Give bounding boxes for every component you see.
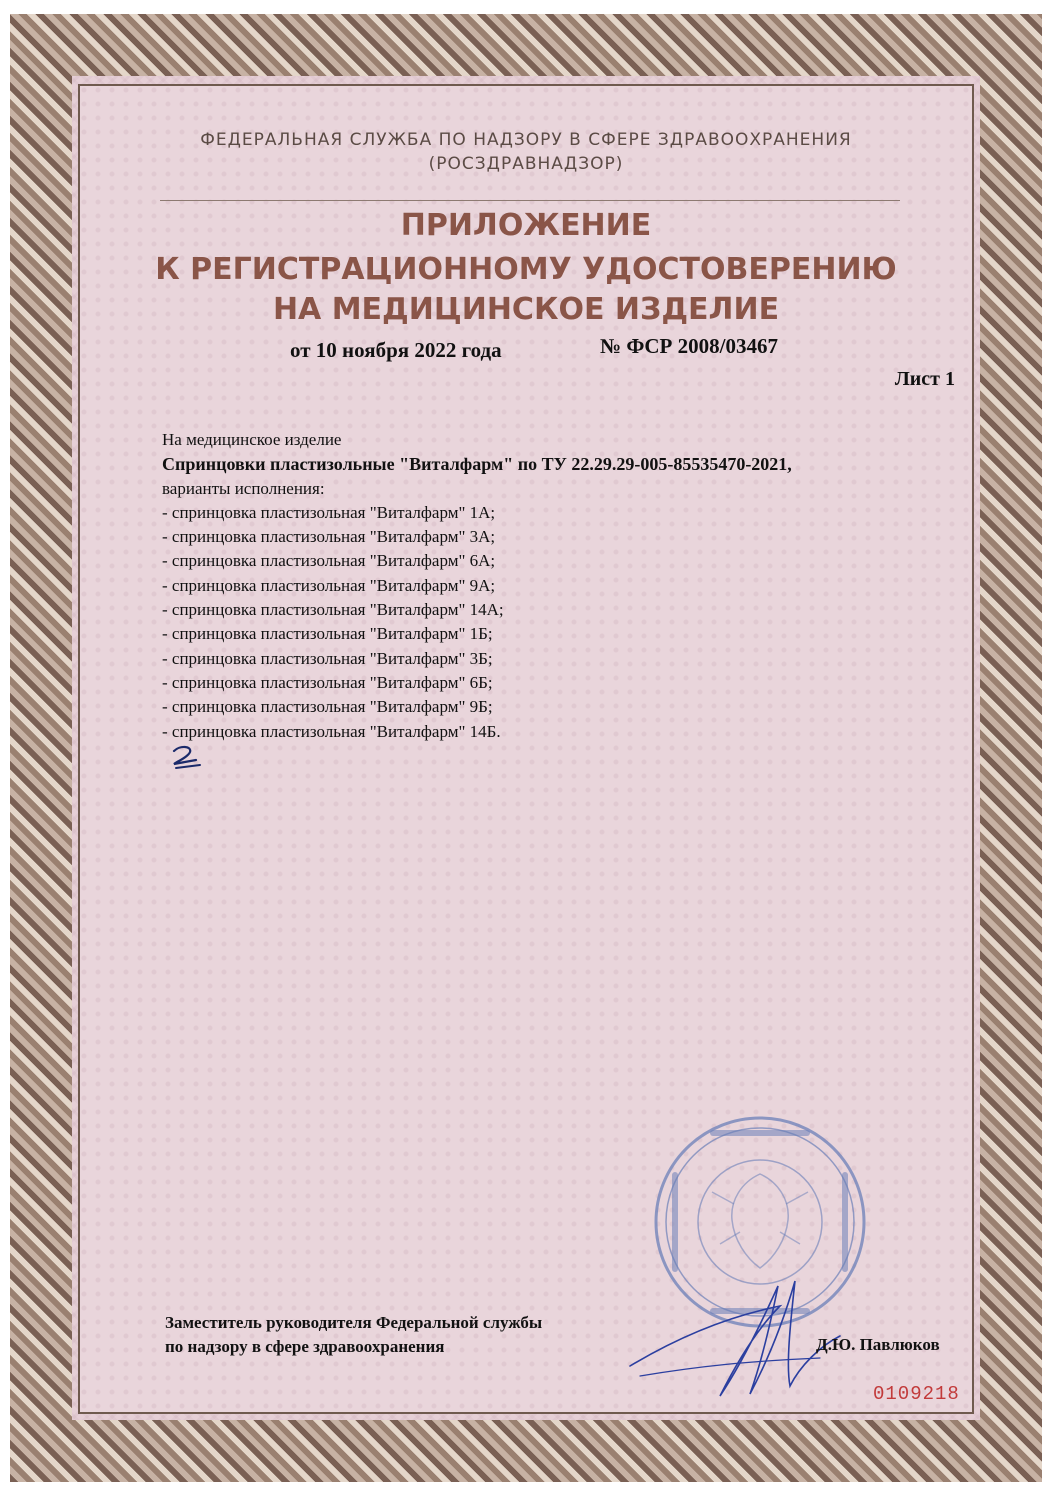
header-divider	[160, 200, 900, 201]
intro-text: На медицинское изделие	[162, 430, 342, 449]
document-subtitle-line2: НА МЕДИЦИНСКОЕ ИЗДЕЛИЕ	[272, 292, 780, 327]
product-name: Спринцовки пластизольные "Виталфарм" по ТУ 22.29.29-005-85535470-2021,	[162, 454, 792, 475]
agency-name: ФЕДЕРАЛЬНАЯ СЛУЖБА ПО НАДЗОРУ В СФЕРЕ ЗДРАВООХРАНЕНИЯ	[200, 130, 852, 150]
signer-title-line1: Заместитель руководителя Федеральной службы	[165, 1313, 543, 1332]
variant-item: - спринцовка пластизольная "Виталфарм" 3Б;	[162, 648, 493, 668]
sheet-number: Лист 1	[894, 368, 955, 390]
variant-item: - спринцовка пластизольная "Виталфарм" 3А;	[162, 527, 496, 547]
variant-item: - спринцовка пластизольная "Виталфарм" 14А;	[162, 600, 504, 620]
handwritten-mark	[170, 742, 210, 772]
variant-item: - спринцовка пластизольная "Виталфарм" 6Б;	[162, 672, 493, 692]
variant-item: - спринцовка пластизольная "Виталфарм" 9А;	[162, 575, 496, 595]
variant-item: - спринцовка пластизольная "Виталфарм" 9Б;	[162, 697, 493, 717]
signer-title-line2: по надзору в сфере здравоохранения	[165, 1337, 445, 1356]
registration-number: № ФСР 2008/03467	[600, 334, 778, 358]
issue-date: от 10 ноября 2022 года	[290, 338, 502, 362]
agency-abbreviation: (РОСЗДРАВНАДЗОР)	[428, 154, 624, 174]
variant-item: - спринцовка пластизольная "Виталфарм" 6А;	[162, 551, 496, 571]
signer-title	[165, 1311, 542, 1359]
variant-item: - спринцовка пластизольная "Виталфарм" 1А;	[162, 502, 496, 522]
signer-name: Д.Ю. Павлюков	[816, 1335, 940, 1354]
serial-number: 0109218	[873, 1383, 960, 1405]
variant-item: - спринцовка пластизольная "Виталфарм" 14Б.	[162, 721, 501, 741]
document-subtitle-line1: К РЕГИСТРАЦИОННОМУ УДОСТОВЕРЕНИЮ	[155, 252, 897, 287]
document-title: ПРИЛОЖЕНИЕ	[400, 208, 652, 243]
document-body	[162, 428, 952, 744]
variants-label: варианты исполнения:	[162, 478, 325, 498]
variant-item: - спринцовка пластизольная "Виталфарм" 1Б;	[162, 624, 493, 644]
